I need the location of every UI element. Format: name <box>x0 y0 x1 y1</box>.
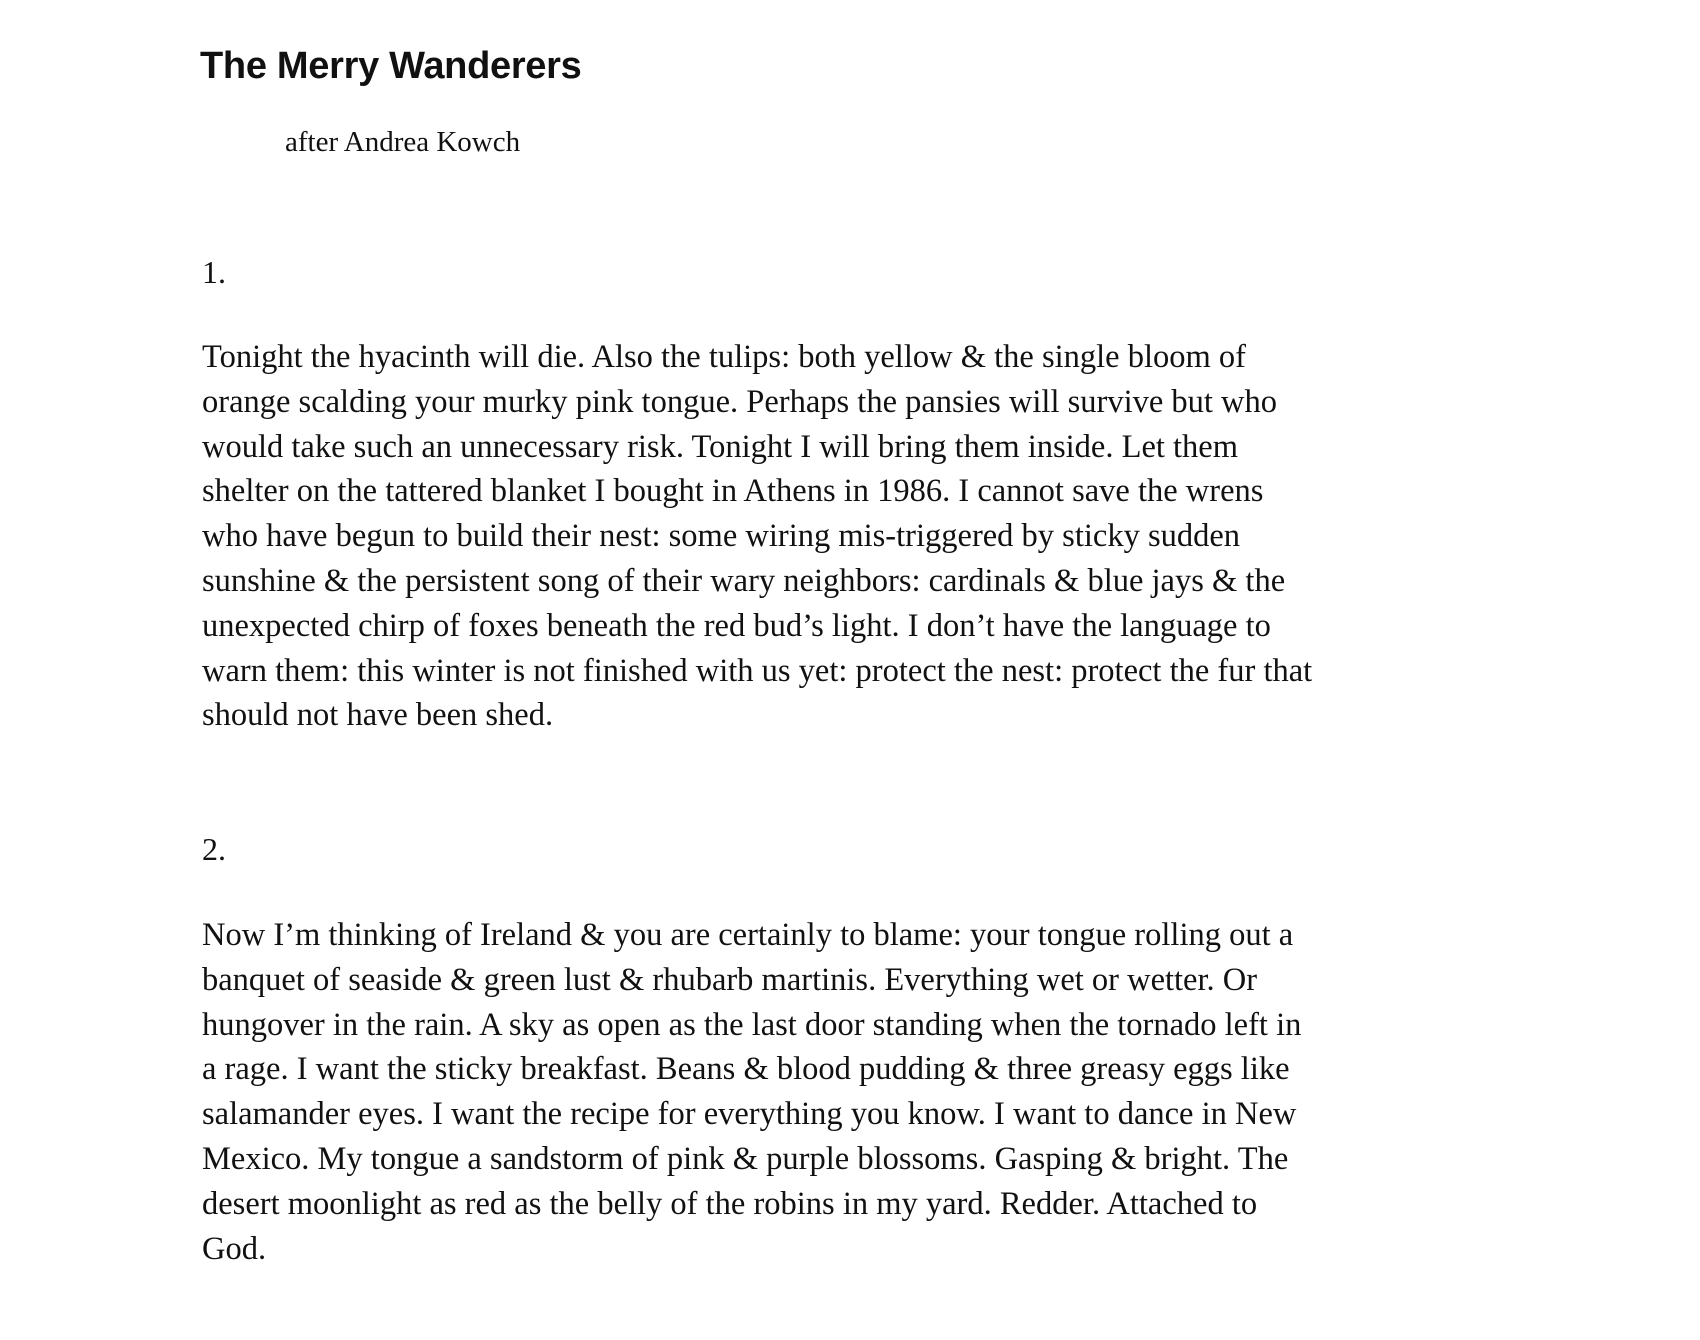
poem-line: desert moonlight as red as the belly of the robins in my yard. Redder. Attached to <box>202 1185 1258 1222</box>
poem-line: should not have been shed. <box>202 697 554 734</box>
poem-line: warn them: this winter is not finished with us yet: protect the nest: protect the fur that <box>202 652 1313 689</box>
poem-line: God. <box>202 1230 267 1267</box>
poem-line: sunshine & the persistent song of their wary neighbors: cardinals & blue jays & the <box>202 562 1286 599</box>
section-number-2: 2. <box>202 831 226 867</box>
poem-line: Mexico. My tongue a sandstorm of pink & purple blossoms. Gasping & bright. The <box>202 1140 1289 1177</box>
poem-line: who have begun to build their nest: some wiring mis-triggered by sticky sudden <box>202 518 1241 555</box>
poem-line: hungover in the rain. A sky as open as the last door standing when the tornado left in <box>202 1006 1302 1043</box>
stanza-2 <box>202 913 1542 1271</box>
stanza-1 <box>202 335 1542 738</box>
poem-epigraph: after Andrea Kowch <box>285 126 521 158</box>
poem-line: Now I’m thinking of Ireland & you are certainly to blame: your tongue rolling out a <box>202 917 1294 953</box>
section-number-1: 1. <box>202 254 226 290</box>
poem-line: a rage. I want the sticky breakfast. Beans & blood pudding & three greasy eggs like <box>202 1051 1290 1088</box>
poem-line: Tonight the hyacinth will die. Also the tulips: both yellow & the single bloom of <box>202 339 1246 375</box>
poem-line: banquet of seaside & green lust & rhubarb martinis. Everything wet or wetter. Or <box>202 961 1258 998</box>
poem-line: shelter on the tattered blanket I bought in Athens in 1986. I cannot save the wrens <box>202 473 1264 510</box>
poem-line: unexpected chirp of foxes beneath the red bud’s light. I don’t have the language to <box>202 607 1271 644</box>
poem-line: orange scalding your murky pink tongue. Perhaps the pansies will survive but who <box>202 383 1278 420</box>
poem-line: would take such an unnecessary risk. Tonight I will bring them inside. Let them <box>202 428 1239 465</box>
poem-title: The Merry Wanderers <box>200 45 582 87</box>
poem-line: salamander eyes. I want the recipe for everything you know. I want to dance in New <box>202 1096 1297 1133</box>
